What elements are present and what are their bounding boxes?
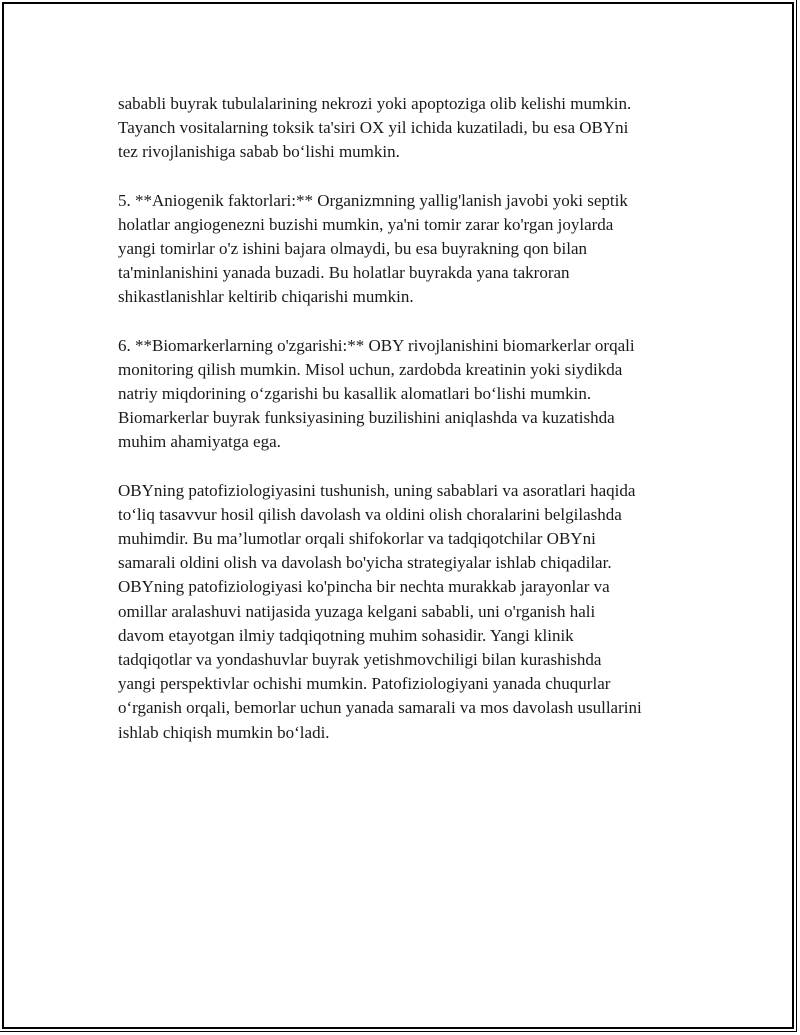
paragraph-item-6-biomarkers	[118, 334, 698, 455]
text-line: monitoring qilish mumkin. Misol uchun, zardobda kreatinin yoki siydikda	[118, 359, 623, 379]
text-line: muhim ahamiyatga ega.	[118, 432, 281, 452]
text-line: natriy miqdorining o‘zgarishi bu kasallik alomatlari bo‘lishi mumkin.	[118, 384, 592, 404]
document-body	[118, 92, 698, 769]
text-line: omillar aralashuvi natijasida yuzaga kelgani sababli, uni o'rganish hali	[118, 601, 596, 621]
text-line: samarali oldini olish va davolash bo'yicha strategiyalar ishlab chiqadilar.	[118, 553, 612, 573]
text-line: to‘liq tasavvur hosil qilish davolash va oldini olish choralarini belgilashda	[118, 504, 622, 524]
text-line: Biomarkerlar buyrak funksiyasining buzilishini aniqlashda va kuzatishda	[118, 408, 615, 428]
text-line: shikastlanishlar keltirib chiqarishi mumkin.	[118, 287, 414, 307]
text-line: yangi perspektivlar ochishi mumkin. Patofiziologiyani yanada chuqurlar	[118, 674, 611, 694]
text-line: 5. **Aniogenik faktorlari:** Organizmning yallig'lanish javobi yoki septik	[118, 190, 628, 210]
text-line: yangi tomirlar o'z ishini bajara olmaydi, bu esa buyrakning qon bilan	[118, 239, 588, 259]
text-line: muhimdir. Bu ma’lumotlar orqali shifokorlar va tadqiqotchilar OBYni	[118, 529, 596, 549]
text-line: davom etayotgan ilmiy tadqiqotning muhim sohasidir. Yangi klinik	[118, 625, 574, 645]
text-line: 6. **Biomarkerlarning o'zgarishi:** OBY rivojlanishini biomarkerlar orqali	[118, 335, 635, 355]
text-line: sababli buyrak tubulalarining nekrozi yoki apoptoziga olib kelishi mumkin.	[118, 94, 632, 113]
text-line: holatlar angiogenezni buzishi mumkin, ya'ni tomir zarar ko'rgan joylarda	[118, 214, 614, 234]
text-line: Tayanch vositalarning toksik ta'siri OX yil ichida kuzatiladi, bu esa OBYni	[118, 118, 629, 138]
paragraph-intro-continuation	[118, 92, 698, 165]
paragraph-conclusion	[118, 479, 698, 745]
text-line: o‘rganish orqali, bemorlar uchun yanada samarali va mos davolash usullarini	[118, 698, 642, 718]
text-line: ta'minlanishini yanada buzadi. Bu holatlar buyrakda yana takroran	[118, 263, 570, 283]
text-line: OBYning patofiziologiyasi ko'pincha bir nechta murakkab jarayonlar va	[118, 577, 610, 597]
text-line: ishlab chiqish mumkin bo‘ladi.	[118, 722, 330, 742]
text-line: tadqiqotlar va yondashuvlar buyrak yetishmovchiligi bilan kurashishda	[118, 650, 602, 670]
text-line: OBYning patofiziologiyasini tushunish, uning sabablari va asoratlari haqida	[118, 480, 636, 500]
paragraph-item-5-angiogenic-factors	[118, 189, 698, 310]
text-line: tez rivojlanishiga sabab bo‘lishi mumkin.	[118, 142, 400, 162]
